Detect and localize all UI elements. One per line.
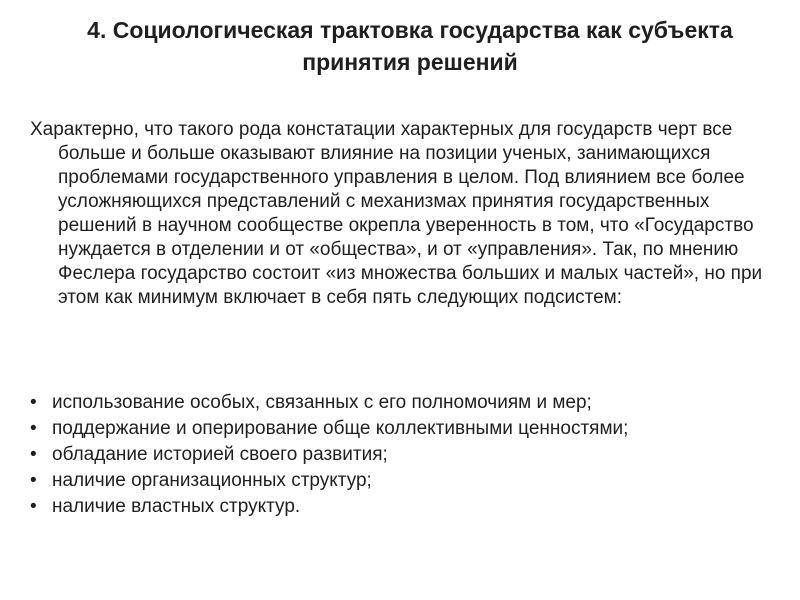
list-item — [30, 391, 760, 415]
bullet-icon: • — [30, 418, 37, 439]
list-item — [30, 443, 760, 467]
list-item-text: наличие организационных структур; — [52, 470, 372, 491]
list-item-text: обладание историей своего развития; — [52, 444, 388, 465]
slide-paragraph: Характерно, что такого рода констатации характерных для государств черт все больше и больше оказывают влияние на позиции ученых, занимающихся проблемами государственного управления в целом. Под влиянием все более усложняющихся представлений с механизмах принятия государственных решений в научном сообществе окрепла уверенность в том, что «Государство нуждается в отделении и от «общества», и от «управления». Так, по мнению Феслера государство состоит «из множества больших и малых частей», но при этом как минимум включает в себя пять следующих подсистем: — [30, 119, 763, 308]
bullet-icon: • — [30, 470, 37, 491]
list-item — [30, 417, 760, 441]
bullet-icon: • — [30, 392, 37, 413]
list-item-text: наличие властных структур. — [52, 496, 301, 517]
list-item-text: использование особых, связанных с его полномочиям и мер; — [52, 392, 592, 413]
bullet-icon: • — [30, 496, 37, 517]
list-item-text: поддержание и оперирование обще коллективными ценностями; — [52, 418, 629, 439]
slide-title: 4. Социологическая трактовка государства как субъекта принятия решений — [87, 17, 733, 75]
bullet-list — [30, 391, 760, 521]
bullet-icon: • — [30, 444, 37, 465]
list-item — [30, 469, 760, 493]
list-item — [30, 495, 760, 519]
